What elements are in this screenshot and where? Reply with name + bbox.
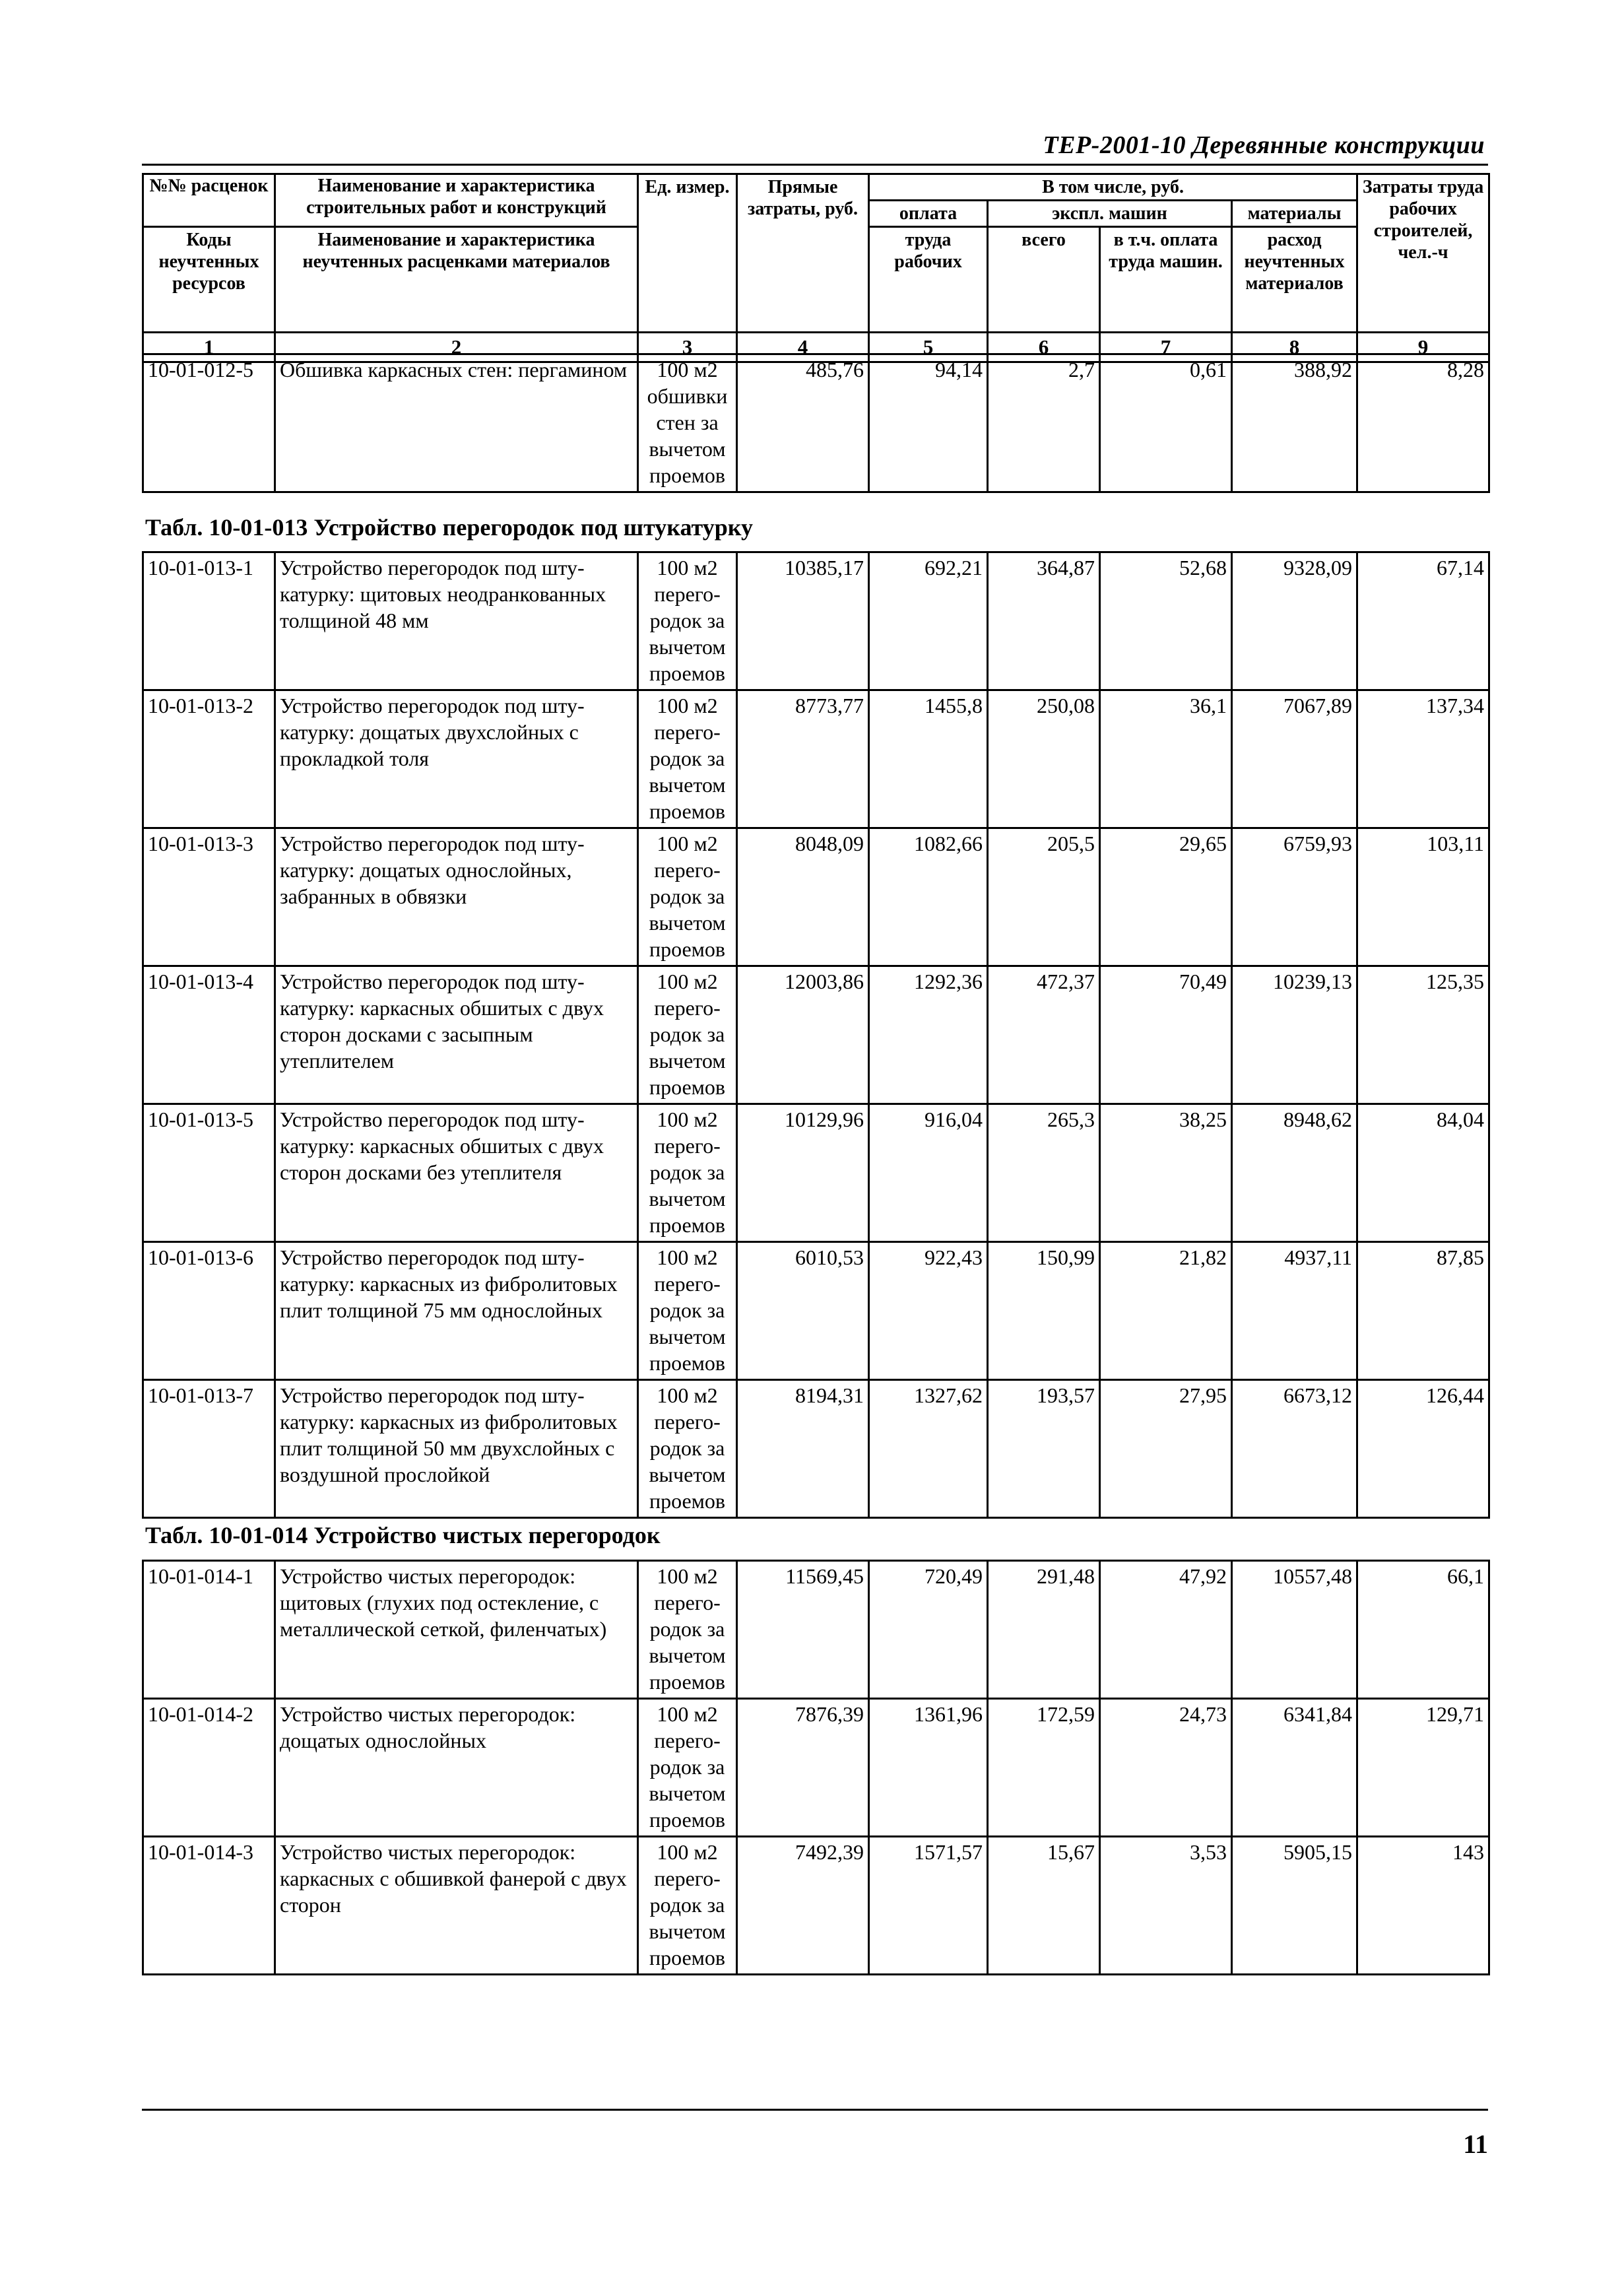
column-number: 7: [1100, 333, 1232, 362]
materials-cost-cell: 10557,48: [1232, 1561, 1357, 1699]
col2-header-bottom: [275, 227, 638, 333]
unit-of-measure-cell: 100 м2 перегородок за вычетом проемов: [638, 1380, 737, 1518]
machine-cost-cell: 250,08: [988, 690, 1100, 828]
direct-costs-cell: 7492,39: [737, 1837, 869, 1975]
unit-of-measure-cell: 100 м2 перегородок за вычетом проемов: [638, 1104, 737, 1242]
col4-header: [737, 174, 869, 333]
footer-rule: [142, 2109, 1488, 2111]
vsego-header-label: всего: [1022, 230, 1066, 250]
labor-hours-cell: 67,14: [1357, 552, 1489, 690]
column-number: 1: [143, 333, 275, 362]
machine-cost-cell: 2,7: [988, 354, 1100, 492]
machine-cost-cell: 193,57: [988, 1380, 1100, 1518]
work-name-cell: Устройство перегородок под штукатурку: каркасных обшитых с двух сторон досками без утеплителя: [275, 1104, 638, 1242]
labor-cost-cell: 692,21: [869, 552, 988, 690]
col9-header-label: Затраты труда рабочих строителей, чел.-ч: [1362, 177, 1484, 263]
direct-costs-cell: 11569,45: [737, 1561, 869, 1699]
rate-code-cell: 10-01-012-5: [143, 354, 275, 492]
labor-cost-cell: 1361,96: [869, 1699, 988, 1837]
col2-header-bottom-label: Наименование и характеристика неучтенных расценками материалов: [302, 230, 610, 272]
labor-hours-cell: 143: [1357, 1837, 1489, 1975]
work-name-cell: Устройство перегородок под штукатурку: щитовых неодранкованных толщиной 48 мм: [275, 552, 638, 690]
rashod-header: [1232, 227, 1357, 333]
materials-cost-cell: 6673,12: [1232, 1380, 1357, 1518]
labor-cost-cell: 1327,62: [869, 1380, 988, 1518]
col4-header-label: Прямые затраты, руб.: [748, 177, 858, 219]
oplata-sub-header: [869, 227, 988, 333]
direct-costs-cell: 12003,86: [737, 966, 869, 1104]
labor-hours-cell: 129,71: [1357, 1699, 1489, 1837]
table-row: [143, 1699, 1489, 1837]
labor-cost-cell: 916,04: [869, 1104, 988, 1242]
work-name-cell: Обшивка каркасных стен: пергамином: [275, 354, 638, 492]
labor-cost-cell: 1082,66: [869, 828, 988, 966]
work-name-cell: Устройство перегородок под штукатурку: каркасных из фибролитовых плит толщиной 75 мм однослойных: [275, 1242, 638, 1380]
materials-cost-cell: 9328,09: [1232, 552, 1357, 690]
materials-cost-cell: 6759,93: [1232, 828, 1357, 966]
direct-costs-cell: 8773,77: [737, 690, 869, 828]
labor-hours-cell: 87,85: [1357, 1242, 1489, 1380]
unit-of-measure-cell: 100 м2 перегородок за вычетом проемов: [638, 1561, 737, 1699]
column-number: 9: [1357, 333, 1489, 362]
in-total-header-label: В том числе, руб.: [1042, 177, 1184, 197]
materialy-header: [1232, 201, 1357, 227]
labor-cost-cell: 1571,57: [869, 1837, 988, 1975]
table-014: [142, 1560, 1490, 1975]
column-number: 8: [1232, 333, 1357, 362]
machine-labor-cost-cell: 24,73: [1100, 1699, 1232, 1837]
machine-labor-cost-cell: 47,92: [1100, 1561, 1232, 1699]
oplata-header-label: оплата: [899, 203, 958, 224]
in-total-header: [869, 174, 1357, 201]
work-name-cell: Устройство перегородок под штукатурку: каркасных обшитых с двух сторон досками с засыпным утеплителем: [275, 966, 638, 1104]
unit-of-measure-cell: 100 м2 перегородок за вычетом проемов: [638, 828, 737, 966]
rate-code-cell: 10-01-013-6: [143, 1242, 275, 1380]
table-row: [143, 1242, 1489, 1380]
direct-costs-cell: 10385,17: [737, 552, 869, 690]
work-name-cell: Устройство перегородок под штукатурку: дощатых двухслойных с прокладкой толя: [275, 690, 638, 828]
labor-hours-cell: 84,04: [1357, 1104, 1489, 1242]
col2-header-top: [275, 174, 638, 227]
materials-cost-cell: 10239,13: [1232, 966, 1357, 1104]
col1-header-top: [143, 174, 275, 227]
running-header: ТЕР-2001-10 Деревянные конструкции: [1043, 131, 1485, 159]
machine-labor-cost-cell: 27,95: [1100, 1380, 1232, 1518]
direct-costs-cell: 485,76: [737, 354, 869, 492]
table-row: [143, 1104, 1489, 1242]
column-number: 3: [638, 333, 737, 362]
machine-labor-cost-cell: 70,49: [1100, 966, 1232, 1104]
col9-header: [1357, 174, 1489, 333]
materials-cost-cell: 5905,15: [1232, 1837, 1357, 1975]
table-row: [143, 966, 1489, 1104]
column-number: 5: [869, 333, 988, 362]
labor-cost-cell: 720,49: [869, 1561, 988, 1699]
direct-costs-cell: 8194,31: [737, 1380, 869, 1518]
page-number: 11: [1463, 2129, 1488, 2159]
ekspl-header-label: экспл. машин: [1052, 203, 1167, 224]
table-row: [143, 1561, 1489, 1699]
materials-cost-cell: 8948,62: [1232, 1104, 1357, 1242]
unit-of-measure-cell: 100 м2 перегородок за вычетом проемов: [638, 1242, 737, 1380]
rate-code-cell: 10-01-014-3: [143, 1837, 275, 1975]
machine-labor-cost-cell: 52,68: [1100, 552, 1232, 690]
rate-code-cell: 10-01-013-7: [143, 1380, 275, 1518]
labor-hours-cell: 8,28: [1357, 354, 1489, 492]
col1-header-bottom: [143, 227, 275, 333]
unit-of-measure-cell: 100 м2 перегородок за вычетом проемов: [638, 1837, 737, 1975]
direct-costs-cell: 8048,09: [737, 828, 869, 966]
oplata-sub-header-label: труда рабочих: [894, 230, 962, 272]
column-number: 6: [988, 333, 1100, 362]
table-row: [143, 354, 1489, 492]
unit-of-measure-cell: 100 м2 перегородок за вычетом проемов: [638, 552, 737, 690]
work-name-cell: Устройство перегородок под штукатурку: дощатых однослойных, забранных в обвязки: [275, 828, 638, 966]
machine-cost-cell: 15,67: [988, 1837, 1100, 1975]
rashod-header-label: расход неучтенных материалов: [1244, 230, 1345, 294]
work-name-cell: Устройство чистых перегородок: щитовых (глухих под остекление, с металлической сеткой, филенчатых): [275, 1561, 638, 1699]
rate-code-cell: 10-01-014-2: [143, 1699, 275, 1837]
rate-code-cell: 10-01-013-1: [143, 552, 275, 690]
machine-cost-cell: 172,59: [988, 1699, 1100, 1837]
machine-labor-cost-cell: 29,65: [1100, 828, 1232, 966]
work-name-cell: Устройство перегородок под штукатурку: каркасных из фибролитовых плит толщиной 50 мм двухслойных с воздушной прослойкой: [275, 1380, 638, 1518]
rate-code-cell: 10-01-014-1: [143, 1561, 275, 1699]
machine-cost-cell: 472,37: [988, 966, 1100, 1104]
vsego-header: [988, 227, 1100, 333]
work-name-cell: Устройство чистых перегородок: каркасных с обшивкой фанерой с двух сторон: [275, 1837, 638, 1975]
labor-cost-cell: 1292,36: [869, 966, 988, 1104]
labor-cost-cell: 922,43: [869, 1242, 988, 1380]
ekspl-header: [988, 201, 1232, 227]
rate-code-cell: 10-01-013-4: [143, 966, 275, 1104]
machine-labor-cost-cell: 38,25: [1100, 1104, 1232, 1242]
labor-hours-cell: 66,1: [1357, 1561, 1489, 1699]
machine-cost-cell: 291,48: [988, 1561, 1100, 1699]
table-row: [143, 1380, 1489, 1518]
machine-cost-cell: 205,5: [988, 828, 1100, 966]
labor-hours-cell: 125,35: [1357, 966, 1489, 1104]
machine-labor-cost-cell: 0,61: [1100, 354, 1232, 492]
vtch-header: [1100, 227, 1232, 333]
machine-cost-cell: 150,99: [988, 1242, 1100, 1380]
table-row: [143, 690, 1489, 828]
table-row: [143, 828, 1489, 966]
col1-header-bottom-label: Коды неучтенных ресурсов: [158, 230, 259, 294]
materials-cost-cell: 6341,84: [1232, 1699, 1357, 1837]
table-013-title: Табл. 10-01-013 Устройство перегородок под штукатурку: [145, 514, 754, 541]
col3-header: [638, 174, 737, 333]
unit-of-measure-cell: 100 м2 перегородок за вычетом проемов: [638, 690, 737, 828]
col3-header-label: Ед. измер.: [645, 177, 730, 197]
unit-of-measure-cell: 100 м2 обшивки стен за вычетом проемов: [638, 354, 737, 492]
table-013: [142, 551, 1490, 1519]
direct-costs-cell: 7876,39: [737, 1699, 869, 1837]
direct-costs-cell: 6010,53: [737, 1242, 869, 1380]
machine-labor-cost-cell: 21,82: [1100, 1242, 1232, 1380]
table-row: [143, 1837, 1489, 1975]
unit-of-measure-cell: 100 м2 перегородок за вычетом проемов: [638, 966, 737, 1104]
header-rule: [142, 164, 1488, 166]
oplata-header: [869, 201, 988, 227]
materials-cost-cell: 388,92: [1232, 354, 1357, 492]
labor-hours-cell: 137,34: [1357, 690, 1489, 828]
rate-code-cell: 10-01-013-2: [143, 690, 275, 828]
labor-cost-cell: 1455,8: [869, 690, 988, 828]
table-row: [143, 552, 1489, 690]
work-name-cell: Устройство чистых перегородок: дощатых однослойных: [275, 1699, 638, 1837]
unit-of-measure-cell: 100 м2 перегородок за вычетом проемов: [638, 1699, 737, 1837]
machine-cost-cell: 265,3: [988, 1104, 1100, 1242]
materialy-header-label: материалы: [1247, 203, 1342, 224]
table-014-title: Табл. 10-01-014 Устройство чистых перегородок: [145, 1522, 661, 1548]
vtch-header-label: в т.ч. оплата труда машин.: [1109, 230, 1223, 272]
col2-header-top-label: Наименование и характеристика строительных работ и конструкций: [306, 176, 606, 218]
materials-cost-cell: 7067,89: [1232, 690, 1357, 828]
column-number: 2: [275, 333, 638, 362]
machine-cost-cell: 364,87: [988, 552, 1100, 690]
machine-labor-cost-cell: 3,53: [1100, 1837, 1232, 1975]
rate-code-cell: 10-01-013-3: [143, 828, 275, 966]
materials-cost-cell: 4937,11: [1232, 1242, 1357, 1380]
labor-hours-cell: 126,44: [1357, 1380, 1489, 1518]
column-header-table: [142, 173, 1490, 363]
labor-hours-cell: 103,11: [1357, 828, 1489, 966]
labor-cost-cell: 94,14: [869, 354, 988, 492]
direct-costs-cell: 10129,96: [737, 1104, 869, 1242]
col1-header-top-label: №№ расценок: [149, 176, 269, 196]
rate-code-cell: 10-01-013-5: [143, 1104, 275, 1242]
machine-labor-cost-cell: 36,1: [1100, 690, 1232, 828]
column-number: 4: [737, 333, 869, 362]
table-012: [142, 353, 1490, 493]
